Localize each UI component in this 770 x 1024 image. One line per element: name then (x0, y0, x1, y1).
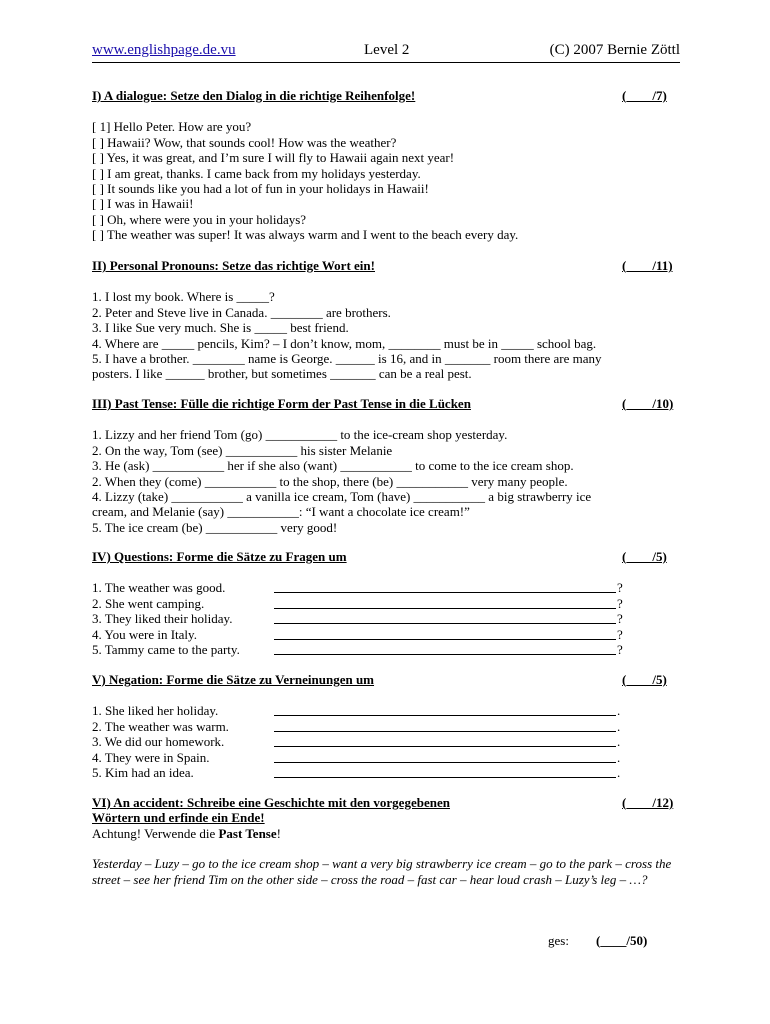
exercise-line: cream, and Melanie (say) ___________: “I want a chocolate ice cream!” (92, 504, 470, 520)
section-points: (____/7) (622, 88, 667, 103)
exercise-line: 3. I like Sue very much. She is _____ best friend. (92, 320, 349, 336)
exercise-line: 4. Lizzy (take) ___________ a vanilla ice cream, Tom (have) ___________ a big strawberry ice (92, 489, 592, 505)
level-label: Level 2 (364, 42, 410, 58)
answer-line[interactable] (274, 654, 616, 655)
question-sentence: 1. The weather was good. (92, 580, 226, 596)
dialogue-line: [ ] Yes, it was great, and I’m sure I will fly to Hawaii again next year! (92, 150, 455, 166)
question-row (92, 580, 680, 595)
section-title-text: II) Personal Pronouns: Setze das richtige Wort ein! (92, 258, 375, 273)
section-title (92, 258, 680, 273)
negation-sentence: 2. The weather was warm. (92, 718, 229, 734)
section-title (92, 396, 680, 411)
section-title-line2: Wörtern und erfinde ein Ende! (92, 810, 265, 826)
section-points: (____/5) (622, 549, 667, 564)
period-mark: . (617, 703, 621, 719)
answer-line[interactable] (274, 746, 616, 747)
negation-row (92, 750, 680, 765)
website-link[interactable]: www.englishpage.de.vu (92, 42, 236, 58)
section-pronouns (92, 258, 680, 382)
exercise-line: 3. He (ask) ___________ her if she also (want) ___________ to come to the ice cream shop. (92, 458, 574, 474)
period-mark: . (617, 764, 621, 780)
note-prefix: Achtung! Verwende die (92, 825, 219, 841)
section-accident-story (92, 795, 680, 887)
negation-sentence: 1. She liked her holiday. (92, 703, 219, 719)
section-questions (92, 549, 680, 657)
tense-note (92, 826, 680, 841)
dialogue-line: [ ] Hawaii? Wow, that sounds cool! How was the weather? (92, 134, 397, 150)
exercise-line: 5. I have a brother. ________ name is George. ______ is 16, and in _______ room there are many (92, 351, 602, 367)
section-points: (____/12) (622, 795, 674, 810)
page-header (92, 40, 680, 63)
negation-row (92, 703, 680, 718)
section-points: (____/11) (622, 258, 673, 273)
negation-row (92, 719, 680, 734)
negation-sentence: 3. We did our homework. (92, 734, 225, 750)
section-title-text: VI) An accident: Schreibe eine Geschichte mit den vorgegebenen (92, 795, 450, 810)
section-points: (____/10) (622, 396, 674, 411)
dialogue-line: [ 1] Hello Peter. How are you? (92, 119, 252, 135)
question-row (92, 642, 680, 657)
question-mark: ? (617, 580, 623, 596)
question-sentence: 5. Tammy came to the party. (92, 641, 240, 657)
answer-line[interactable] (274, 592, 616, 593)
answer-line[interactable] (274, 608, 616, 609)
dialogue-line: [ ] I am great, thanks. I came back from my holidays yesterday. (92, 165, 421, 181)
section-past-tense (92, 396, 680, 535)
section-title-text: I) A dialogue: Setze den Dialog in die richtige Reihenfolge! (92, 88, 416, 103)
answer-line[interactable] (274, 623, 616, 624)
exercise-line: 5. The ice cream (be) ___________ very good! (92, 519, 338, 535)
period-mark: . (617, 718, 621, 734)
dialogue-line: [ ] It sounds like you had a lot of fun in your holidays in Hawaii! (92, 181, 429, 197)
section-title (92, 88, 680, 103)
answer-line[interactable] (274, 639, 616, 640)
question-mark: ? (617, 626, 623, 642)
answer-line[interactable] (274, 731, 616, 732)
answer-line[interactable] (274, 715, 616, 716)
dialogue-line: [ ] I was in Hawaii! (92, 196, 194, 212)
exercise-line: 1. Lizzy and her friend Tom (go) ___________ to the ice-cream shop yesterday. (92, 427, 508, 443)
exercise-line: 2. When they (come) ___________ to the shop, there (be) ___________ very many people. (92, 473, 568, 489)
section-negation (92, 672, 680, 780)
negation-sentence: 4. They were in Spain. (92, 749, 210, 765)
note-suffix: ! (276, 825, 281, 841)
negation-row (92, 734, 680, 749)
section-title-text: V) Negation: Forme die Sätze zu Verneinungen um (92, 672, 375, 687)
question-row (92, 596, 680, 611)
section-points: (____/5) (622, 672, 667, 687)
question-row (92, 611, 680, 626)
question-mark: ? (617, 595, 623, 611)
story-prompt: Yesterday – Luzy – go to the ice cream shop – want a very big strawberry ice cream – go to the park – cross the street – see her friend Tim on the other side – cross the road – fast car – hear loud crash – Luzy’s leg – …? (92, 856, 672, 887)
section-title-text: III) Past Tense: Fülle die richtige Form der Past Tense in die Lücken (92, 396, 471, 411)
question-mark: ? (617, 641, 623, 657)
total-points: (____/50) (596, 933, 648, 948)
section-title (92, 672, 680, 687)
exercise-line: 4. Where are _____ pencils, Kim? – I don’t know, mom, ________ must be in _____ school bag. (92, 335, 597, 351)
dialogue-line: [ ] The weather was super! It was always warm and I went to the beach every day. (92, 227, 519, 243)
section-title-text: IV) Questions: Forme die Sätze zu Fragen um (92, 549, 347, 564)
total-label: ges: (548, 933, 569, 948)
exercise-line: posters. I like ______ brother, but sometimes _______ can be a real pest. (92, 366, 472, 382)
period-mark: . (617, 734, 621, 750)
section-title (92, 795, 680, 810)
period-mark: . (617, 749, 621, 765)
exercise-line: 2. On the way, Tom (see) ___________ his sister Melanie (92, 442, 393, 458)
negation-row (92, 765, 680, 780)
section-dialogue (92, 88, 680, 243)
question-sentence: 4. You were in Italy. (92, 626, 197, 642)
exercise-line: 2. Peter and Steve live in Canada. ________ are brothers. (92, 304, 391, 320)
answer-line[interactable] (274, 777, 616, 778)
note-emphasis: Past Tense (218, 825, 277, 841)
section-title (92, 549, 680, 564)
question-sentence: 2. She went camping. (92, 595, 205, 611)
negation-sentence: 5. Kim had an idea. (92, 764, 194, 780)
question-row (92, 627, 680, 642)
worksheet-page (92, 40, 680, 948)
question-mark: ? (617, 611, 623, 627)
copyright: (C) 2007 Bernie Zöttl (549, 42, 680, 58)
question-sentence: 3. They liked their holiday. (92, 611, 233, 627)
exercise-line: 1. I lost my book. Where is _____? (92, 289, 275, 305)
answer-line[interactable] (274, 762, 616, 763)
dialogue-line: [ ] Oh, where were you in your holidays? (92, 211, 307, 227)
